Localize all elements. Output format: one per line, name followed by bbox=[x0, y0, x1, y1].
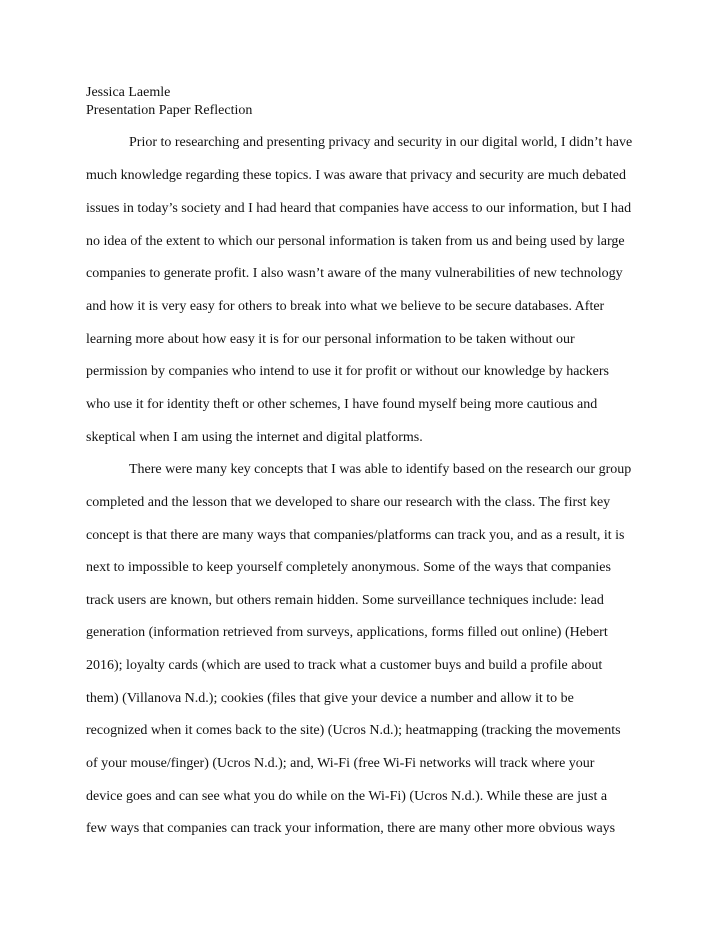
paragraph-1-line-10: skeptical when I am using the internet and digital platforms. bbox=[86, 430, 423, 445]
paragraph-1-line-2: much knowledge regarding these topics. I was aware that privacy and security are much debated bbox=[86, 168, 626, 183]
paragraph-1-line-5: companies to generate profit. I also wasn’t aware of the many vulnerabilities of new technology bbox=[86, 266, 623, 281]
paragraph-1-line-1: Prior to researching and presenting privacy and security in our digital world, I didn’t have bbox=[129, 135, 633, 150]
paragraph-2-line-12: few ways that companies can track your information, there are many other more obvious ways bbox=[86, 821, 616, 836]
paragraph-2-line-4: next to impossible to keep yourself completely anonymous. Some of the ways that companies bbox=[86, 560, 611, 575]
paragraph-2-line-7: 2016); loyalty cards (which are used to track what a customer buys and build a profile about bbox=[86, 658, 603, 673]
paragraph-2-line-5: track users are known, but others remain hidden. Some surveillance techniques include: lead bbox=[86, 593, 604, 608]
author-name: Jessica Laemle bbox=[86, 85, 171, 100]
paragraph-2-line-10: of your mouse/finger) (Ucros N.d.); and, Wi-Fi (free Wi-Fi networks will track where your bbox=[86, 756, 595, 771]
paragraph-1-line-9: who use it for identity theft or other schemes, I have found myself being more cautious and bbox=[86, 397, 598, 412]
paragraph-1-line-6: and how it is very easy for others to break into what we believe to be secure databases. After bbox=[86, 299, 605, 314]
document-title: Presentation Paper Reflection bbox=[86, 103, 253, 118]
paragraph-2-line-11: device goes and can see what you do while on the Wi-Fi) (Ucros N.d.). While these are just a bbox=[86, 789, 608, 804]
paragraph-2-line-1: There were many key concepts that I was able to identify based on the research our group bbox=[129, 462, 632, 477]
paragraph-1-line-4: no idea of the extent to which our personal information is taken from us and being used by large bbox=[86, 234, 625, 249]
paragraph-1-line-8: permission by companies who intend to use it for profit or without our knowledge by hackers bbox=[86, 364, 609, 379]
document-header bbox=[86, 84, 252, 120]
paragraph-1-line-3: issues in today’s society and I had heard that companies have access to our information, but I had bbox=[86, 201, 632, 216]
paragraph-2-line-6: generation (information retrieved from surveys, applications, forms filled out online) (Hebert bbox=[86, 625, 608, 640]
paragraph-2-line-3: concept is that there are many ways that companies/platforms can track you, and as a result, it is bbox=[86, 528, 625, 543]
paragraph-2-line-2: completed and the lesson that we developed to share our research with the class. The first key bbox=[86, 495, 611, 510]
paragraph-1-line-7: learning more about how easy it is for our personal information to be taken without our bbox=[86, 332, 575, 347]
paragraph-2-line-9: recognized when it comes back to the site) (Ucros N.d.); heatmapping (tracking the movements bbox=[86, 723, 621, 738]
paragraph-2-line-8: them) (Villanova N.d.); cookies (files that give your device a number and allow it to be bbox=[86, 691, 574, 706]
